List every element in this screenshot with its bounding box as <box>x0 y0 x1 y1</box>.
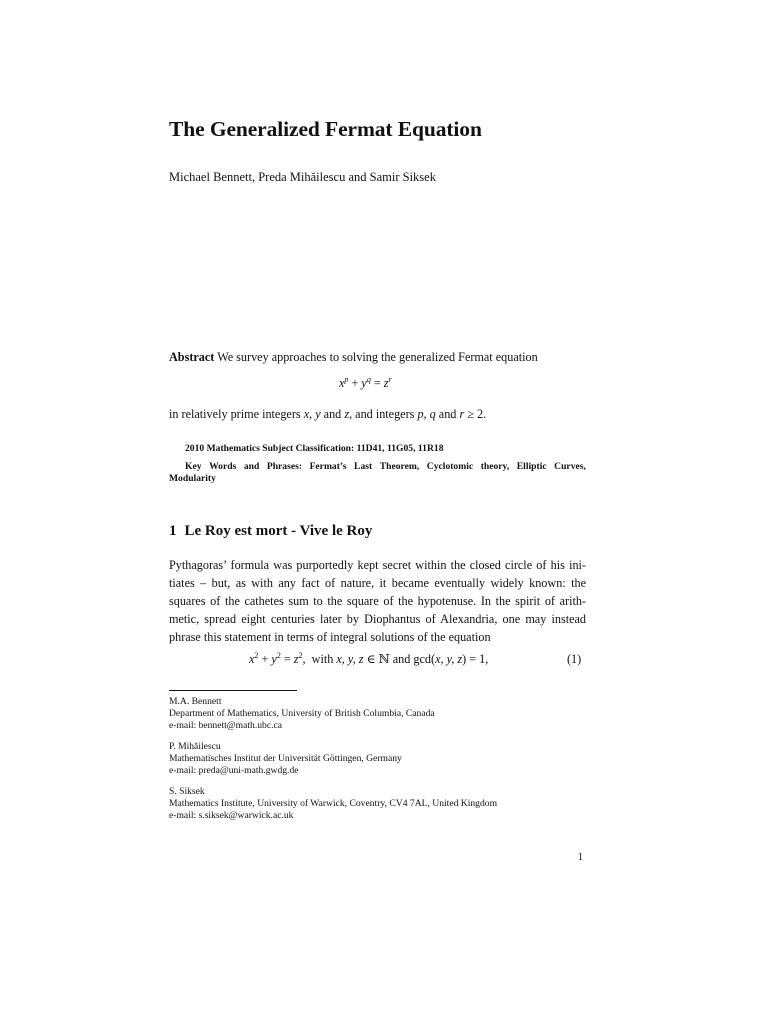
eq1-vars2: x, y, z <box>435 652 463 666</box>
equation-number: (1) <box>567 652 582 666</box>
keywords-line-1 <box>185 461 586 472</box>
keyword-word: theory, <box>480 461 510 472</box>
keyword-word: Curves, <box>554 461 586 472</box>
section-number: 1 <box>169 523 177 539</box>
affiliation-name: P. Mihăilescu <box>169 741 221 752</box>
paper-title: The Generalized Fermat Equation <box>169 117 482 141</box>
abstract-equation <box>339 376 392 391</box>
eq-var-y: y <box>361 376 367 390</box>
abstract-line-1 <box>169 348 589 366</box>
page-number: 1 <box>578 852 583 863</box>
abstract-l2-r: r <box>459 407 465 421</box>
abstract-l2-e: ≥ 2. <box>464 407 487 421</box>
eq1-x: x <box>249 652 255 666</box>
affiliation-dept: Mathematisches Institut der Universität Göttingen, Germany <box>169 753 402 764</box>
eq1-y: y <box>271 652 277 666</box>
eq-var-z: z <box>383 376 389 390</box>
eq1-comma: , <box>302 652 306 666</box>
affiliation-email: e-mail: preda@uni-math.gwdg.de <box>169 765 299 776</box>
abstract-l2-pq: p, q <box>417 407 436 421</box>
paragraph-line: squares of the cathetes sum to the square of the hypotenuse. In the spirit of arith- <box>169 594 586 608</box>
eq-plus: + <box>348 376 362 390</box>
keyword-word: Last <box>354 461 373 472</box>
eq-var-x: x <box>339 376 345 390</box>
affiliation-bennett <box>169 696 435 732</box>
abstract-l2-d: and <box>435 407 460 421</box>
eq1-with: with <box>305 652 337 666</box>
abstract-l2-z: z <box>344 407 350 421</box>
eq1-plus: + <box>258 652 272 666</box>
eq1-exp: 2 <box>276 651 281 660</box>
msc-classification: 2010 Mathematics Subject Classification: 11D41, 11G05, 11R18 <box>185 443 444 454</box>
eq-exp-q: q <box>366 375 371 384</box>
keywords-line-2: Modularity <box>169 473 216 484</box>
author-list: Michael Bennett, Preda Mihăilescu and Samir Siksek <box>169 170 436 184</box>
keyword-word: Key <box>185 461 202 472</box>
abstract-l2-a: in relatively prime integers <box>169 407 304 421</box>
keyword-word: Words <box>209 461 237 472</box>
keyword-word: Elliptic <box>516 461 547 472</box>
abstract-l2-b: and <box>320 407 345 421</box>
section-title: Le Roy est mort - Vive le Roy <box>184 523 373 539</box>
eq1-exp: 2 <box>254 651 259 660</box>
paragraph-line: phrase this statement in terms of integral solutions of the equation <box>169 630 491 644</box>
affiliation-email: e-mail: s.siksek@warwick.ac.uk <box>169 810 294 821</box>
eq1-in: ∈ ℕ and gcd( <box>363 652 436 666</box>
eq-equals: = <box>370 376 384 390</box>
affiliation-name: M.A. Bennett <box>169 696 222 707</box>
abstract-line-2 <box>169 405 486 423</box>
eq1-z: z <box>293 652 299 666</box>
abstract-label: Abstract <box>169 350 215 364</box>
abstract-l2-c: , and integers <box>349 407 418 421</box>
footnote-rule <box>169 690 297 691</box>
keyword-word: Phrases: <box>266 461 303 472</box>
paragraph-line: metic, spread eight centuries later by Diophantus of Alexandria, one may instead <box>169 612 586 626</box>
equation-1 <box>249 652 488 667</box>
affiliation-email: e-mail: bennett@math.ubc.ca <box>169 720 282 731</box>
eq-exp-r: r <box>388 375 392 384</box>
keyword-word: Fermat’s <box>309 461 347 472</box>
paragraph-line: Pythagoras’ formula was purportedly kept secret within the closed circle of his ini- <box>169 558 586 572</box>
abstract-text: We survey approaches to solving the generalized Fermat equation <box>217 350 538 364</box>
affiliation-dept: Mathematics Institute, University of Warwick, Coventry, CV4 7AL, United Kingdom <box>169 798 498 809</box>
affiliation-dept: Department of Mathematics, University of British Columbia, Canada <box>169 708 435 719</box>
eq1-tail: ) = 1, <box>462 652 489 666</box>
keyword-word: Theorem, <box>379 461 420 472</box>
affiliation-mihailescu <box>169 741 402 777</box>
paragraph-line: tiates – but, as with any fact of nature, it became eventually widely known: the <box>169 576 586 590</box>
eq-exp-p: p <box>344 375 349 384</box>
keyword-word: Cyclotomic <box>426 461 474 472</box>
eq1-equals: = <box>280 652 294 666</box>
eq1-vars: x, y, z <box>336 652 364 666</box>
affiliation-siksek <box>169 786 497 822</box>
eq1-exp: 2 <box>298 651 303 660</box>
section-paragraph <box>169 556 586 646</box>
affiliation-name: S. Siksek <box>169 786 205 797</box>
section-heading <box>169 523 372 540</box>
abstract-l2-vars: x, y <box>303 407 321 421</box>
keyword-word: and <box>243 461 260 472</box>
